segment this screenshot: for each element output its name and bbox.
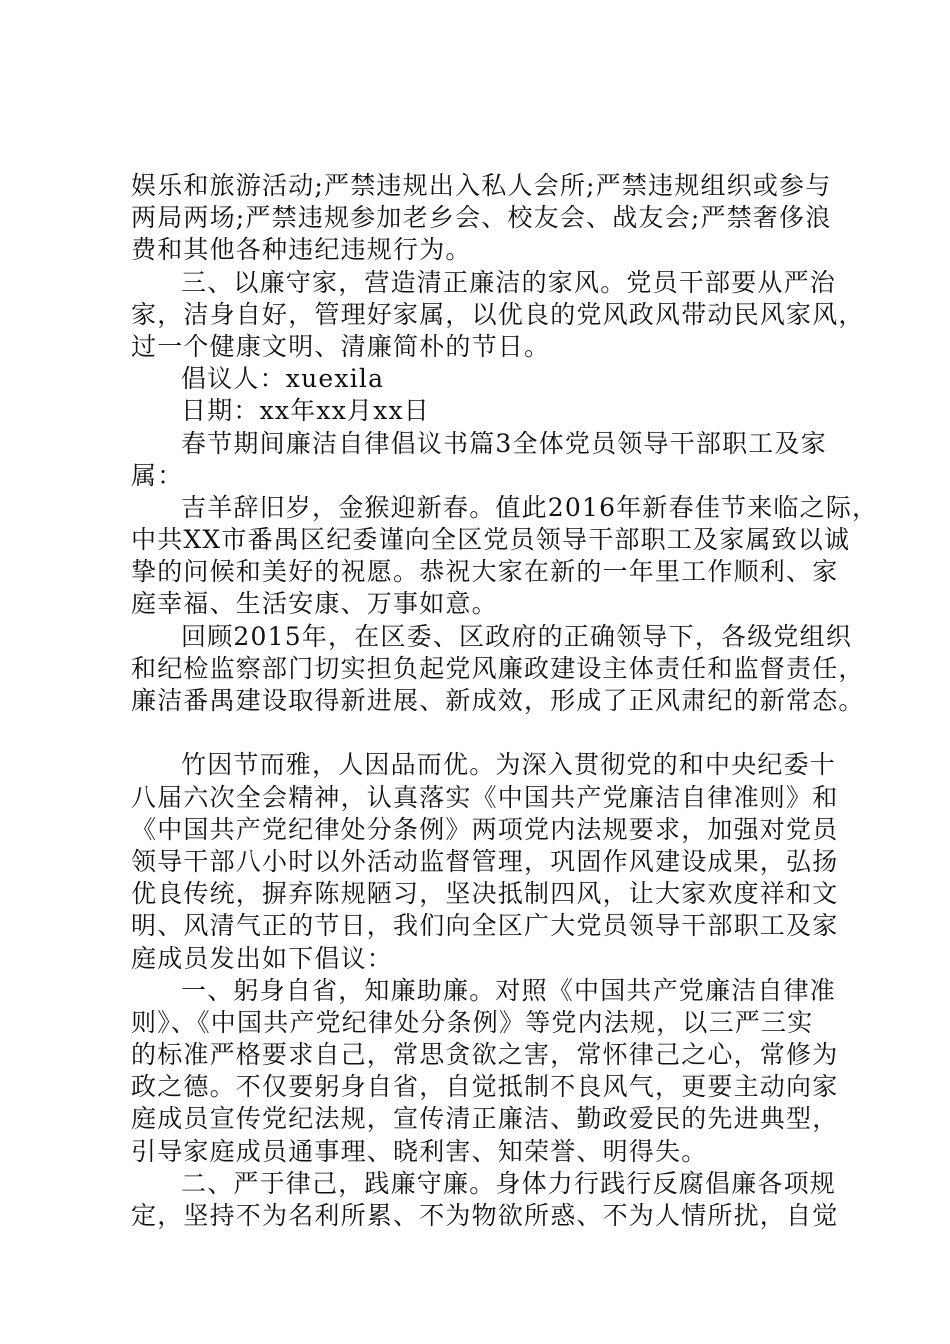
proposer-line: 倡议人：xuexila	[181, 364, 385, 394]
document-body	[131, 170, 879, 1232]
text-line: 政之德。不仅要躬身自省，自觉抵制不良风气，更要主动向家	[131, 1072, 839, 1102]
paragraph-start-line: 二、严于律己，践廉守廉。身体力行践行反腐倡廉各项规	[181, 1168, 837, 1198]
text-line: 引导家庭成员通事理、晓利害、知荣誉、明得失。	[131, 1136, 708, 1166]
paragraph-start-line: 竹因节而雅，人因品而优。为深入贯彻党的和中央纪委十	[181, 750, 837, 780]
paragraph-start-line: 三、以廉守家，营造清正廉洁的家风。党员干部要从严治	[181, 267, 837, 297]
date-line: 日期：xx年xx月xx日	[181, 396, 430, 426]
text-line: 属：	[131, 460, 184, 490]
text-line: 挚的问候和美好的祝愿。恭祝大家在新的一年里工作顺利、家	[131, 557, 839, 587]
text-line: 娱乐和旅游活动;严禁违规出入私人会所;严禁违规组织或参与	[131, 171, 832, 200]
text-line: 优良传统，摒弃陈规陋习，坚决抵制四风，让大家欢度祥和文	[131, 879, 839, 909]
text-line: 两局两场;严禁违规参加老乡会、校友会、战友会;严禁奢侈浪	[131, 203, 832, 233]
text-line: 过一个健康文明、清廉简朴的节日。	[131, 331, 551, 361]
text-line: 明、风清气正的节日，我们向全区广大党员领导干部职工及家	[131, 911, 839, 941]
text-line: 的标准严格要求自己，常思贪欲之害，常怀律己之心，常修为	[131, 1040, 839, 1070]
text-line: 《中国共产党纪律处分条例》两项党内法规要求，加强对党员	[131, 814, 839, 844]
text-line: 领导干部八小时以外活动监督管理，巩固作风建设成果，弘扬	[131, 846, 839, 876]
text-line: 庭幸福、生活安康、万事如意。	[131, 589, 498, 619]
text-line: 八届六次全会精神，认真落实《中国共产党廉洁自律准则》和	[131, 782, 839, 812]
text-line: 庭成员发出如下倡议：	[131, 943, 394, 973]
text-line: 廉洁番禺建设取得新进展、新成效，形成了正风肃纪的新常态。	[131, 686, 865, 715]
text-line: 家，洁身自好，管理好家属，以优良的党风政风带动民风家风，	[131, 299, 865, 329]
paragraph-start-line: 一、躬身自省，知廉助廉。对照《中国共产党廉洁自律准	[181, 975, 837, 1005]
text-line: 庭成员宣传党纪法规，宣传清正廉洁、勤政爱民的先进典型，	[131, 1104, 839, 1134]
text-line: 定，坚持不为名利所累、不为物欲所惑、不为人情所扰，自觉	[131, 1201, 839, 1230]
paragraph-start-line: 回顾2015年，在区委、区政府的正确领导下，各级党组织	[181, 621, 853, 651]
text-line: 费和其他各种违纪违规行为。	[131, 235, 472, 265]
text-line: 则》、《中国共产党纪律处分条例》等党内法规，以三严三实	[131, 1007, 814, 1037]
heading-line: 春节期间廉洁自律倡议书篇3全体党员领导干部职工及家	[181, 428, 827, 458]
paragraph-gap	[131, 717, 831, 749]
paragraph-start-line: 吉羊辞旧岁，金猴迎新春。值此2016年新春佳节来临之际，	[181, 492, 879, 522]
text-line: 中共XX市番禺区纪委谨向全区党员领导干部职工及家属致以诚	[131, 525, 851, 555]
text-line: 和纪检监察部门切实担负起党风廉政建设主体责任和监督责任，	[131, 653, 865, 683]
